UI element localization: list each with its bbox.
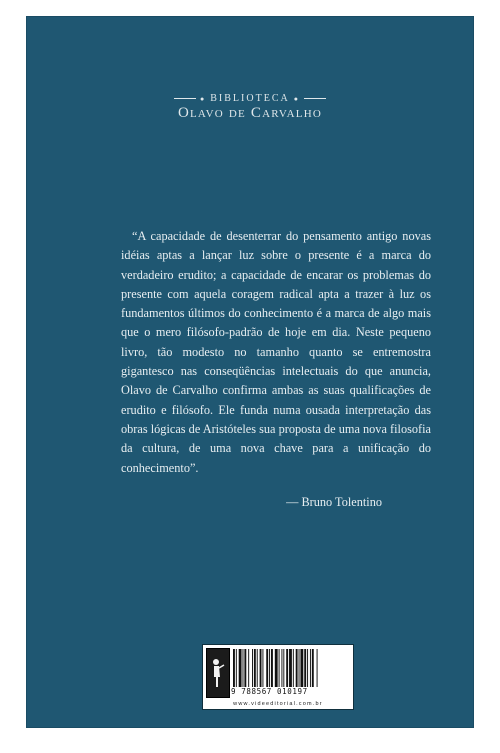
- barcode-bar: [310, 649, 311, 687]
- divider: [304, 98, 326, 99]
- barcode-bar: [233, 649, 235, 687]
- publisher-website: www.videeditorial.com.br: [233, 701, 323, 707]
- barcode-panel: [202, 644, 354, 710]
- ornament-icon: ●: [293, 94, 300, 103]
- series-logo: [26, 93, 474, 122]
- barcode-bar: [252, 649, 253, 687]
- barcode-bar: [236, 649, 237, 687]
- barcode-bar: [281, 649, 282, 687]
- barcode-bar: [279, 649, 280, 687]
- barcode-bar: [300, 649, 303, 687]
- barcode-bar: [293, 649, 294, 687]
- barcode-bar: [260, 649, 262, 687]
- back-cover: [26, 16, 474, 728]
- barcode: [233, 649, 345, 687]
- publisher-logo-icon: [206, 648, 230, 698]
- barcode-bar: [271, 649, 273, 687]
- barcode-bar: [307, 649, 308, 687]
- barcode-bar: [283, 649, 284, 687]
- barcode-bar: [317, 649, 318, 687]
- figure-icon: [207, 649, 229, 697]
- barcode-bar: [262, 649, 263, 687]
- barcode-bar: [299, 649, 300, 687]
- quote-attribution: — Bruno Tolentino: [286, 495, 382, 509]
- blurb-quote: “A capacidade de desenterrar do pensamento antigo novas idéias aptas a lançar luz sobre o presente é a marca do verdadeiro erudito; a capacidade de encarar os problemas do presente com aquela coragem radical apta a trazer à luz os fundamentos últimos do conhecimento é a marca de algo mais que o mero filósofo-padrão de hoje em dia. Neste pequeno livro, tão modesto no tamanho quanto se entremostra gigantesco nas conseqüências intelectuais do que anuncia, Olavo de Carvalho confirma ambas as suas qualificações de erudito e filósofo. Ele funda numa ousada interpretação das obras lógicas de Aristóteles sua proposta de uma nova filosofia da cultura, de uma nova chave para a unificação do conhecimento”.: [121, 229, 431, 475]
- divider: [174, 98, 196, 99]
- barcode-bar: [312, 649, 314, 687]
- ornament-icon: ●: [200, 94, 207, 103]
- barcode-bar: [269, 649, 270, 687]
- barcode-bar: [254, 649, 256, 687]
- isbn-number: 9 788567 010197: [231, 687, 308, 696]
- barcode-bar: [286, 649, 288, 687]
- barcode-bar: [266, 649, 268, 687]
- series-title: Olavo de Carvalho: [177, 105, 322, 121]
- series-label: BIBLIOTECA: [210, 93, 290, 104]
- barcode-bar: [239, 649, 242, 687]
- series-label-row: [26, 93, 474, 104]
- barcode-bar: [289, 649, 292, 687]
- barcode-bar: [257, 649, 258, 687]
- barcode-bar: [304, 649, 306, 687]
- barcode-bar: [248, 649, 249, 687]
- barcode-bar: [275, 649, 278, 687]
- barcode-bar: [243, 649, 244, 687]
- barcode-bar: [244, 649, 246, 687]
- barcode-bar: [296, 649, 298, 687]
